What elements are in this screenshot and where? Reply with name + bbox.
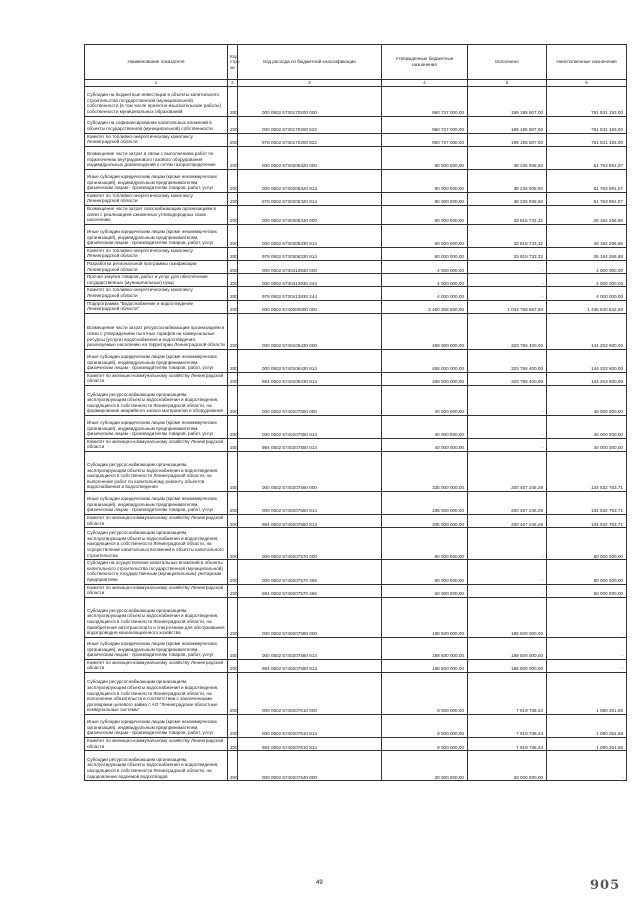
row-approved: 335 000 000,00 — [382, 452, 468, 492]
row-name: Комитет по топливно-энергетическому комплексу Ленинградской области — [85, 133, 228, 146]
row-unexecuted: - — [547, 597, 627, 637]
table-row — [85, 597, 627, 637]
table-header-row — [85, 45, 627, 80]
row-executed: - — [468, 528, 547, 560]
table-row — [85, 133, 627, 146]
row-unexecuted: 761 531 193,00 — [547, 86, 627, 116]
header-executed: Исполнено — [468, 45, 547, 80]
table-row — [85, 116, 627, 133]
table-row — [85, 205, 627, 224]
header-unexecuted: Неисполненные назначения — [547, 45, 627, 80]
row-unexecuted: - — [547, 637, 627, 659]
table-row — [85, 673, 627, 715]
table-row — [85, 637, 627, 659]
row-name: Иные субсидии юридическим лицам (кроме некоммерческих организаций), индивидуальным предпринимателям, физическим лицам - производителям товаров, работ, услуг — [85, 224, 228, 247]
row-unexecuted: 40 000 000,00 — [547, 438, 627, 451]
row-executed: 1 043 768 657,50 — [468, 300, 547, 313]
row-code: 200 — [228, 597, 238, 637]
row-unexecuted: 761 531 193,00 — [547, 116, 627, 133]
row-kbk: 978 0502 5730206320 814 — [238, 192, 382, 205]
row-name: Иные субсидии юридическим лицам (кроме некоммерческих организаций), индивидуальным предпринимателям, физическим лицам - производителям товаров, работ, услуг — [85, 415, 228, 438]
row-kbk: 984 0502 5740207570 466 — [238, 584, 382, 597]
row-name: Субсидии на бюджетные инвестиции в объекты капитального строительства государственной (муниципальной) собственности (в том числе проектно-изыскательские работы) собственности муниципальных образований — [85, 86, 228, 116]
table-row — [85, 247, 627, 260]
row-name: Комитет по жилищно-коммунальному хозяйству Ленинградской области — [85, 438, 228, 451]
row-approved: 40 000 000,00 — [382, 385, 468, 415]
row-code: 200 — [228, 224, 238, 247]
row-name: Субсидии на осуществление капитальных вложений в объекты капитального строительства государственной (муниципальной) собственности государственным (муниципальным) унитарным предприятиям — [85, 560, 228, 584]
row-executed: 38 236 008,93 — [468, 192, 547, 205]
row-approved: 60 000 000,00 — [382, 205, 468, 224]
row-unexecuted: 51 763 991,07 — [547, 146, 627, 169]
table-row — [85, 584, 627, 597]
row-approved: 960 727 000,00 — [382, 116, 468, 133]
table-row — [85, 715, 627, 738]
row-executed: 7 919 738,44 — [468, 715, 547, 738]
row-kbk: 000 0502 5740000000 000 — [238, 300, 382, 313]
row-unexecuted: 40 000 000,00 — [547, 385, 627, 415]
row-kbk: 000 0502 5730306330 814 — [238, 224, 382, 247]
row-executed: 188 500 000,00 — [468, 637, 547, 659]
page-stamp: 905 — [590, 878, 621, 893]
row-name: Подпрограмма "Водоснабжение и водоотведение Ленинградской области" — [85, 300, 228, 313]
row-kbk: 000 0502 5740106430 814 — [238, 349, 382, 372]
row-executed: - — [468, 560, 547, 584]
row-code: 200 — [228, 438, 238, 451]
table-row — [85, 738, 627, 751]
row-executed: - — [468, 260, 547, 273]
row-approved: 4 000 000,00 — [382, 274, 468, 287]
row-executed: - — [468, 438, 547, 451]
budget-execution-table — [84, 44, 627, 781]
row-approved: 60 000 000,00 — [382, 247, 468, 260]
row-code: 200 — [228, 372, 238, 385]
row-code: 200 — [228, 247, 238, 260]
row-code: 200 — [228, 349, 238, 372]
row-executed: - — [468, 274, 547, 287]
row-code: 200 — [228, 274, 238, 287]
row-kbk: 000 0502 5730170200 522 — [238, 116, 382, 133]
page-number: 49 — [316, 880, 323, 886]
row-approved: 60 000 000,00 — [382, 528, 468, 560]
table-row — [85, 287, 627, 300]
row-approved: 468 000 000,00 — [382, 313, 468, 349]
row-unexecuted: 1 080 261,56 — [547, 715, 627, 738]
row-kbk: 000 0502 5730206320 000 — [238, 146, 382, 169]
row-approved: 90 000 000,00 — [382, 146, 468, 169]
row-code: 200 — [228, 192, 238, 205]
row-unexecuted: - — [547, 659, 627, 672]
row-executed: 38 236 008,93 — [468, 146, 547, 169]
row-kbk: 000 0502 5730413930 244 — [238, 274, 382, 287]
row-name: Субсидии ресурсоснабжающим организациям, эксплуатирующим объекты водоснабжения и водоотведения, находящиеся в собственности Ленинградской области, на приобретение автотранспорта и спецтехники для обслуживания водопроводно-канализационного хозяйства — [85, 597, 228, 637]
row-kbk: 000 0502 5740207610 814 — [238, 715, 382, 738]
table-row — [85, 300, 627, 313]
row-unexecuted: 51 763 991,07 — [547, 192, 627, 205]
row-approved: 20 000 000,00 — [382, 751, 468, 781]
row-executed: 38 236 008,93 — [468, 169, 547, 192]
row-executed: 33 815 733,32 — [468, 247, 547, 260]
row-unexecuted: 26 184 266,68 — [547, 224, 627, 247]
header-kbk: Код расхода по бюджетной классификации — [238, 45, 382, 80]
table-row — [85, 169, 627, 192]
row-name: Иные субсидии юридическим лицам (кроме некоммерческих организаций), индивидуальным предпринимателям, физическим лицам - производителям товаров, работ, услуг — [85, 637, 228, 659]
row-executed: 323 796 400,00 — [468, 372, 547, 385]
budget-table-sheet — [84, 44, 626, 856]
row-approved: 60 000 000,00 — [382, 584, 468, 597]
row-executed: 200 467 246,29 — [468, 452, 547, 492]
row-unexecuted: 4 000 000,00 — [547, 274, 627, 287]
row-approved: 960 727 000,00 — [382, 133, 468, 146]
row-code: 200 — [228, 659, 238, 672]
row-unexecuted: 144 203 600,00 — [547, 349, 627, 372]
row-executed: - — [468, 584, 547, 597]
column-number: 3 — [238, 80, 382, 87]
row-kbk: 000 0502 5730413930 000 — [238, 260, 382, 273]
table-row — [85, 192, 627, 205]
row-unexecuted: 134 532 753,71 — [547, 515, 627, 528]
row-unexecuted: 1 080 261,56 — [547, 738, 627, 751]
row-executed: - — [468, 287, 547, 300]
row-name: Возмещение части затрат газоснабжающим организациям в связи с реализацией сжиженных углеводородных газов населению — [85, 205, 228, 224]
header-name: Наименование показателя — [85, 45, 228, 80]
row-approved: 90 000 000,00 — [382, 169, 468, 192]
row-name: Комитет по жилищно-коммунальному хозяйству Ленинградской области — [85, 515, 228, 528]
row-name: Субсидии ресурсоснабжающим организациям, эксплуатирующим объекты водоснабжения и водоотведения, находящиеся в собственности Ленинградской области, на формирование аварийного запаса материалов и оборудования — [85, 385, 228, 415]
row-approved: 335 000 000,00 — [382, 492, 468, 515]
row-approved: 4 000 000,00 — [382, 287, 468, 300]
row-unexecuted: 60 000 000,00 — [547, 584, 627, 597]
row-unexecuted: 134 532 753,71 — [547, 492, 627, 515]
row-kbk: 978 0502 5730170200 522 — [238, 133, 382, 146]
row-kbk: 978 0502 5730413930 244 — [238, 287, 382, 300]
row-executed: 200 467 246,29 — [468, 492, 547, 515]
row-code: 200 — [228, 146, 238, 169]
table-row — [85, 349, 627, 372]
row-name: Комитет по топливно-энергетическому комплексу Ленинградской области — [85, 287, 228, 300]
row-executed: 199 195 807,00 — [468, 116, 547, 133]
row-approved: 60 000 000,00 — [382, 560, 468, 584]
row-unexecuted: 144 203 600,00 — [547, 372, 627, 385]
row-name: Иные субсидии юридическим лицам (кроме некоммерческих организаций), индивидуальным предпринимателям, физическим лицам - производителям товаров, работ, услуг — [85, 715, 228, 738]
table-row — [85, 146, 627, 169]
row-code: 200 — [228, 738, 238, 751]
row-name: Субсидии ресурсоснабжающим организациям, эксплуатирующим объекты водоснабжения и водоотведения, находящиеся в собственности Ленинградской области, на выполнение работ по капитальному ремонту объектов водоснабжения и водоотведения — [85, 452, 228, 492]
row-kbk: 000 0502 5740106430 000 — [238, 313, 382, 349]
table-row — [85, 751, 627, 781]
row-code: 200 — [228, 313, 238, 349]
row-executed: - — [468, 415, 547, 438]
row-code: 200 — [228, 528, 238, 560]
row-approved: 188 500 000,00 — [382, 597, 468, 637]
row-approved: 9 000 000,00 — [382, 738, 468, 751]
row-code: 200 — [228, 452, 238, 492]
row-kbk: 984 0502 5740207580 814 — [238, 659, 382, 672]
row-executed: 188 500 000,00 — [468, 597, 547, 637]
table-row — [85, 86, 627, 116]
row-kbk: 000 0502 5730170200 000 — [238, 86, 382, 116]
table-row — [85, 274, 627, 287]
row-approved: 90 000 000,00 — [382, 192, 468, 205]
row-code: 200 — [228, 116, 238, 133]
row-executed: 7 919 738,44 — [468, 673, 547, 715]
row-approved: 40 000 000,00 — [382, 415, 468, 438]
row-name: Комитет по жилищно-коммунальному хозяйству Ленинградской области — [85, 659, 228, 672]
row-kbk: 984 0502 5740207610 814 — [238, 738, 382, 751]
row-executed: 323 796 400,00 — [468, 349, 547, 372]
column-number-row — [85, 80, 627, 87]
row-name: Субсидии на софинансирование капитальных вложений в объекты государственной (муниципальной) собственности — [85, 116, 228, 133]
row-kbk: 000 0502 5740207580 814 — [238, 637, 382, 659]
row-name: Комитет по жилищно-коммунальному хозяйству Ленинградской области — [85, 738, 228, 751]
table-row — [85, 415, 627, 438]
row-kbk: 000 0502 5740207560 000 — [238, 452, 382, 492]
table-row — [85, 528, 627, 560]
row-kbk: 984 0502 5740106430 814 — [238, 372, 382, 385]
header-approved: Утвержденные бюджетные назначения — [382, 45, 468, 80]
table-row — [85, 515, 627, 528]
row-executed: 323 796 400,00 — [468, 313, 547, 349]
row-kbk: 000 0502 5740207570 000 — [238, 528, 382, 560]
row-kbk: 000 0502 5740207550 814 — [238, 415, 382, 438]
row-code: 200 — [228, 673, 238, 715]
row-approved: 188 500 000,00 — [382, 659, 468, 672]
row-name: Иные субсидии юридическим лицам (кроме некоммерческих организаций), индивидуальным предпринимателям, физическим лицам - производителям товаров, работ, услуг — [85, 169, 228, 192]
row-approved: 60 000 000,00 — [382, 224, 468, 247]
row-unexecuted: - — [547, 751, 627, 781]
row-code: 200 — [228, 415, 238, 438]
row-unexecuted: 4 000 000,00 — [547, 260, 627, 273]
row-kbk: 000 0502 5740207560 814 — [238, 492, 382, 515]
table-row — [85, 438, 627, 451]
row-code: 200 — [228, 300, 238, 313]
row-executed: 33 815 733,32 — [468, 224, 547, 247]
row-name: Разработка региональной программы газификации Ленинградской области — [85, 260, 228, 273]
row-kbk: 000 0502 5740207570 466 — [238, 560, 382, 584]
table-row — [85, 224, 627, 247]
row-name: Комитет по топливно-энергетическому комплексу Ленинградской области — [85, 192, 228, 205]
row-code: 200 — [228, 584, 238, 597]
row-kbk: 000 0502 5730206320 814 — [238, 169, 382, 192]
row-name: Прочая закупка товаров, работ и услуг для обеспечения государственных (муниципальных) нужд — [85, 274, 228, 287]
table-row — [85, 659, 627, 672]
row-approved: 960 727 000,00 — [382, 86, 468, 116]
row-kbk: 000 0502 5730306330 000 — [238, 205, 382, 224]
table-row — [85, 372, 627, 385]
row-approved: 9 000 000,00 — [382, 673, 468, 715]
row-kbk: 984 0502 5740207550 814 — [238, 438, 382, 451]
row-name: Комитет по жилищно-коммунальному хозяйству Ленинградской области — [85, 372, 228, 385]
row-approved: 335 000 000,00 — [382, 515, 468, 528]
row-kbk: 000 0502 5740207640 000 — [238, 751, 382, 781]
row-code: 200 — [228, 169, 238, 192]
row-unexecuted: 60 000 000,00 — [547, 560, 627, 584]
row-executed: 199 195 807,00 — [468, 133, 547, 146]
row-executed: 7 919 738,44 — [468, 738, 547, 751]
row-kbk: 000 0502 5740207550 000 — [238, 385, 382, 415]
table-row — [85, 560, 627, 584]
row-name: Субсидии ресурсоснабжающим организациям, эксплуатирующим объекты водоснабжения и водоотведения, находящиеся в собственности Ленинградской области, на осуществление капитальных вложений в объекты капитального строительства — [85, 528, 228, 560]
table-row — [85, 452, 627, 492]
row-unexecuted: 26 184 266,68 — [547, 205, 627, 224]
row-name: Возмещение части затрат ресурсоснабжающим организациям в связи с утверждением льготных тарифов на коммунальные ресурсы (услуги) водоснабжения и водоотведения, реализуемые населению на территории Ленинградской области — [85, 313, 228, 349]
row-unexecuted: 51 763 991,07 — [547, 169, 627, 192]
row-approved: 468 000 000,00 — [382, 349, 468, 372]
row-approved: 468 000 000,00 — [382, 372, 468, 385]
row-executed: 199 195 807,00 — [468, 86, 547, 116]
row-approved: 40 000 000,00 — [382, 438, 468, 451]
row-code: 200 — [228, 715, 238, 738]
row-name: Иные субсидии юридическим лицам (кроме некоммерческих организаций), индивидуальным предпринимателям, физическим лицам - производителям товаров, работ, услуг — [85, 492, 228, 515]
row-executed: 200 467 246,29 — [468, 515, 547, 528]
row-code: 200 — [228, 86, 238, 116]
row-code: 200 — [228, 133, 238, 146]
row-kbk: 984 0502 5740207560 814 — [238, 515, 382, 528]
row-code: 200 — [228, 637, 238, 659]
row-unexecuted: 1 436 540 842,50 — [547, 300, 627, 313]
row-unexecuted: 40 000 000,00 — [547, 415, 627, 438]
table-row — [85, 385, 627, 415]
column-number: 1 — [85, 80, 228, 87]
row-name: Субсидии ресурсоснабжающим организациям, эксплуатирующим объекты водоснабжения и водоотведения, находящиеся в собственности Ленинградской области, на оздоровление водоемов водоотводов — [85, 751, 228, 781]
row-unexecuted: 134 532 753,71 — [547, 452, 627, 492]
column-number: 2 — [228, 80, 238, 87]
row-executed: 20 000 000,00 — [468, 751, 547, 781]
table-row — [85, 492, 627, 515]
header-row-code: Код стро ки — [228, 45, 238, 80]
row-code: 200 — [228, 260, 238, 273]
row-name: Возмещение части затрат в связи с выполнением работ по подключению внутридомового газового оборудования индивидуальных домовладений к сетям газораспределения — [85, 146, 228, 169]
column-number: 4 — [382, 80, 468, 87]
table-row — [85, 313, 627, 349]
row-executed: 33 815 733,32 — [468, 205, 547, 224]
row-code: 200 — [228, 560, 238, 584]
row-code: 200 — [228, 492, 238, 515]
row-approved: 2 480 308 500,00 — [382, 300, 468, 313]
column-number: 6 — [547, 80, 627, 87]
row-unexecuted: 1 080 261,56 — [547, 673, 627, 715]
row-approved: 4 000 000,00 — [382, 260, 468, 273]
row-executed: - — [468, 385, 547, 415]
row-kbk: 000 0502 5740207610 000 — [238, 673, 382, 715]
row-code: 200 — [228, 515, 238, 528]
row-approved: 9 000 000,00 — [382, 715, 468, 738]
row-name: Субсидии ресурсоснабжающим организациям, эксплуатирующим объекты водоснабжения и водоотведения, находящиеся в собственности Ленинградской области, на исполнение обязательств в соответствии с заключенными договорами целевого займа с АО "Ленинградские областные коммунальные системы" — [85, 673, 228, 715]
row-name: Комитет по жилищно-коммунальному хозяйству Ленинградской области — [85, 584, 228, 597]
row-unexecuted: 4 000 000,00 — [547, 287, 627, 300]
row-unexecuted: 144 203 600,00 — [547, 313, 627, 349]
row-name: Комитет по топливно-энергетическому комплексу Ленинградской области — [85, 247, 228, 260]
row-unexecuted: 60 000 000,00 — [547, 528, 627, 560]
row-approved: 188 500 000,00 — [382, 637, 468, 659]
row-name: Иные субсидии юридическим лицам (кроме некоммерческих организаций), индивидуальным предпринимателям, физическим лицам - производителям товаров, работ, услуг — [85, 349, 228, 372]
row-kbk: 000 0502 5740207580 000 — [238, 597, 382, 637]
row-code: 200 — [228, 205, 238, 224]
row-code: 200 — [228, 287, 238, 300]
table-row — [85, 260, 627, 273]
row-code: 200 — [228, 751, 238, 781]
column-number: 5 — [468, 80, 547, 87]
row-unexecuted: 26 184 266,68 — [547, 247, 627, 260]
row-executed: 188 500 000,00 — [468, 659, 547, 672]
row-code: 200 — [228, 385, 238, 415]
row-unexecuted: 761 531 193,00 — [547, 133, 627, 146]
row-kbk: 978 0502 5730306330 814 — [238, 247, 382, 260]
